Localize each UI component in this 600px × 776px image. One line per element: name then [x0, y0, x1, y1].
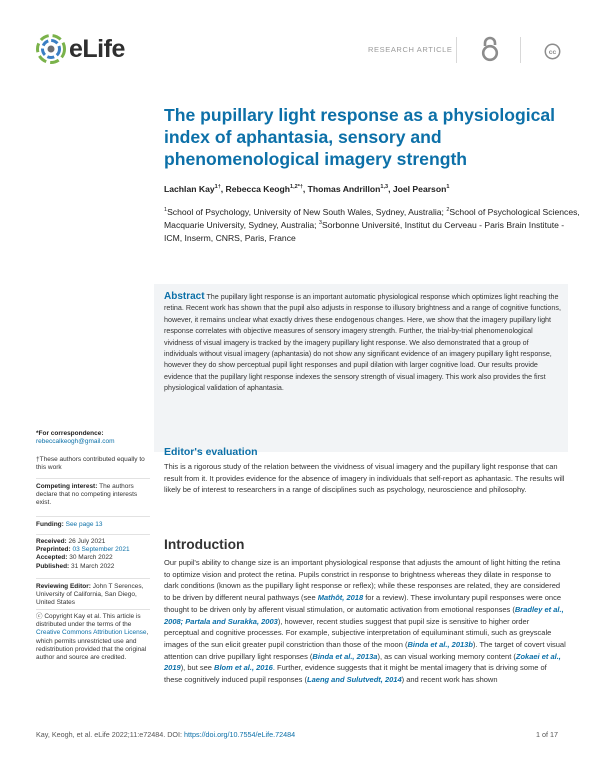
- citation-link[interactable]: Blom et al., 2016: [214, 663, 273, 673]
- article-title: The pupillary light response as a physiological index of aphantasia, sensory and phenomenological imagery strength: [164, 105, 556, 169]
- citation-link[interactable]: Mathôt, 2018: [317, 593, 364, 603]
- sidebar-divider: [36, 578, 150, 579]
- elife-logo-icon: [36, 34, 66, 64]
- evaluation-heading: Editor's evaluation: [164, 446, 258, 458]
- funding: Funding: See page 13: [36, 521, 103, 528]
- correspondence-email[interactable]: rebeccalkeogh@gmail.com: [36, 438, 115, 446]
- correspondence: *For correspondence: rebeccalkeogh@gmail.com: [36, 430, 115, 446]
- sidebar-divider: [36, 534, 150, 535]
- author[interactable]: Rebecca Keogh$^{1,2*\dagger}$: [225, 184, 303, 194]
- license-link[interactable]: Creative Commons Attribution License: [36, 629, 147, 637]
- page-number: 1 of 17: [536, 730, 558, 739]
- logo-text: eLife: [69, 34, 125, 63]
- author[interactable]: Joel Pearson$^1$: [392, 184, 450, 194]
- history-dates: Received: 26 July 2021 Preprinted: 03 September 2021 Accepted: 30 March 2022 Published: 31 March 2022: [36, 538, 130, 570]
- sidebar-divider: [36, 478, 150, 479]
- citation-link[interactable]: Laeng and Sulutvedt, 2014: [307, 675, 402, 685]
- introduction-text: Our pupil's ability to change size is an important physiological response that adjusts the amount of light hitting the retina to optimize vision and protect the retina. Pupils constrict in response to brightness whereas they dilate in response to dark conditions (known as the pupillary light response or reflex); while these responses are related, they are considered to be driven by different neural pathways (see Mathôt, 2018 for a review). These involuntary pupil responses were once thought to be driven only by afferent visual stimulation, or automatic activation from emotional responses (Bradley et al., 2008; Partala and Surakka, 2003), however, recent studies suggest that pupil size is sensitive to higher order perceptual and cognitive processes. For example, subjective interpretation of equiluminant stimuli, such as greyscale images of the sun elicit greater pupil constriction than those of the moon (Binda et al., 2013b). The target of covert visual attention can drive pupillary light responses (Binda et al., 2013a), as can visual working memory content (Zokaei et al., 2019), but see Blom et al., 2016. Further, evidence suggests that it might be mental imagery that is driving some of these cognitively induced pupil responses (Laeng and Sulutvedt, 2014) and recent work has shown: [164, 558, 566, 685]
- evaluation-text: This is a rigorous study of the relation between the vividness of visual imagery and the pupillary light response that can result from it. It provides evidence for the absence of imagery in individuals that self-report as aphantasic. The results will likely be of interest to researchers in a range of disciplines such as psychology, neuroscience and philosophy.: [164, 462, 565, 495]
- reviewing-editor: Reviewing Editor: John T Serences, University of California, San Diego, United States: [36, 583, 144, 607]
- citation-link[interactable]: Binda et al., 2013a: [312, 651, 378, 661]
- citation-link[interactable]: Binda et al., 2013b: [407, 639, 473, 649]
- sidebar-divider: [36, 516, 150, 517]
- svg-text:cc: cc: [548, 49, 557, 57]
- footer-citation: Kay, Keogh, et al. eLife 2022;11:e72484. DOI: https://doi.org/10.7554/eLife.72484: [36, 730, 296, 739]
- article-type-label: RESEARCH ARTICLE: [368, 45, 453, 54]
- author-list: Lachlan Kay$^{1\dagger}$, Rebecca Keogh$^{1,2*\dagger}$, Thomas Andrillon$^{1,3}$, Joel Pearson$^1$: [164, 184, 450, 194]
- affiliations: $^1$School of Psychology, University of New South Wales, Sydney, Australia; $^2$School of Psychological Sciences, Macquarie University, Sydney, Australia; $^3$Sorbonne Université, Institut du Cerveau - Paris Brain Institute - ICM, Inserm, CNRS, Paris, France: [164, 207, 580, 243]
- preprint-link[interactable]: 03 September 2021: [72, 546, 130, 554]
- creative-commons-icon[interactable]: [544, 43, 561, 65]
- abstract-heading: Abstract: [164, 291, 205, 302]
- introduction-heading: Introduction: [164, 537, 245, 552]
- author[interactable]: Lachlan Kay$^{1\dagger}$: [164, 184, 221, 194]
- competing-interests: Competing interest: The authors declare that no competing interests exist.: [36, 483, 138, 507]
- elife-logo[interactable]: [36, 32, 125, 66]
- abstract-text: The pupillary light response is an important automatic physiological response which optimizes light reaching the retina. Recent work has shown that the pupil also adjusts in response to illusory brightness and a range of cognitive functions, however, it remains unclear what exactly drives these endogenous changes. Here, we show that the imagery pupillary light response correlates with objective measures of sensory imagery strength. Further, the trial-by-trial phenomenological vividness of visual imagery is tracked by the imagery pupillary light response. We also demonstrated that a group of individuals without visual imagery (aphantasia) do not show any significant evidence of an imagery pupillary light response, however they do show perceptual pupil light responses and pupil dilation with larger cognitive load. Our results provide evidence that the pupillary light response indexes the sensory strength of visual imagery. This work also provides the first physiological validation of aphantasia.: [164, 293, 561, 393]
- header-divider: [520, 37, 521, 63]
- copyright-icon: ⓒ: [36, 613, 45, 620]
- citation-link[interactable]: Bradley et al., 2008; Partala and Surakka, 2003: [164, 604, 564, 626]
- equal-contribution-note: †These authors contributed equally to this work: [36, 456, 145, 472]
- open-access-icon[interactable]: [478, 36, 502, 67]
- doi-link[interactable]: https://doi.org/10.7554/eLife.72484: [183, 730, 296, 739]
- funding-link[interactable]: See page 13: [65, 521, 103, 528]
- copyright-statement: ⓒ Copyright Kay et al. This article is distributed under the terms of the Creative Commons Attribution License, which permits unrestricted use and redistribution provided that the original author and source are credited.: [36, 613, 149, 662]
- sidebar-divider: [36, 609, 150, 610]
- header-divider: [456, 37, 457, 63]
- author[interactable]: Thomas Andrillon$^{1,3}$: [307, 184, 389, 194]
- citation-link[interactable]: Zokaei et al., 2019: [164, 651, 561, 673]
- abstract-box: [154, 284, 568, 452]
